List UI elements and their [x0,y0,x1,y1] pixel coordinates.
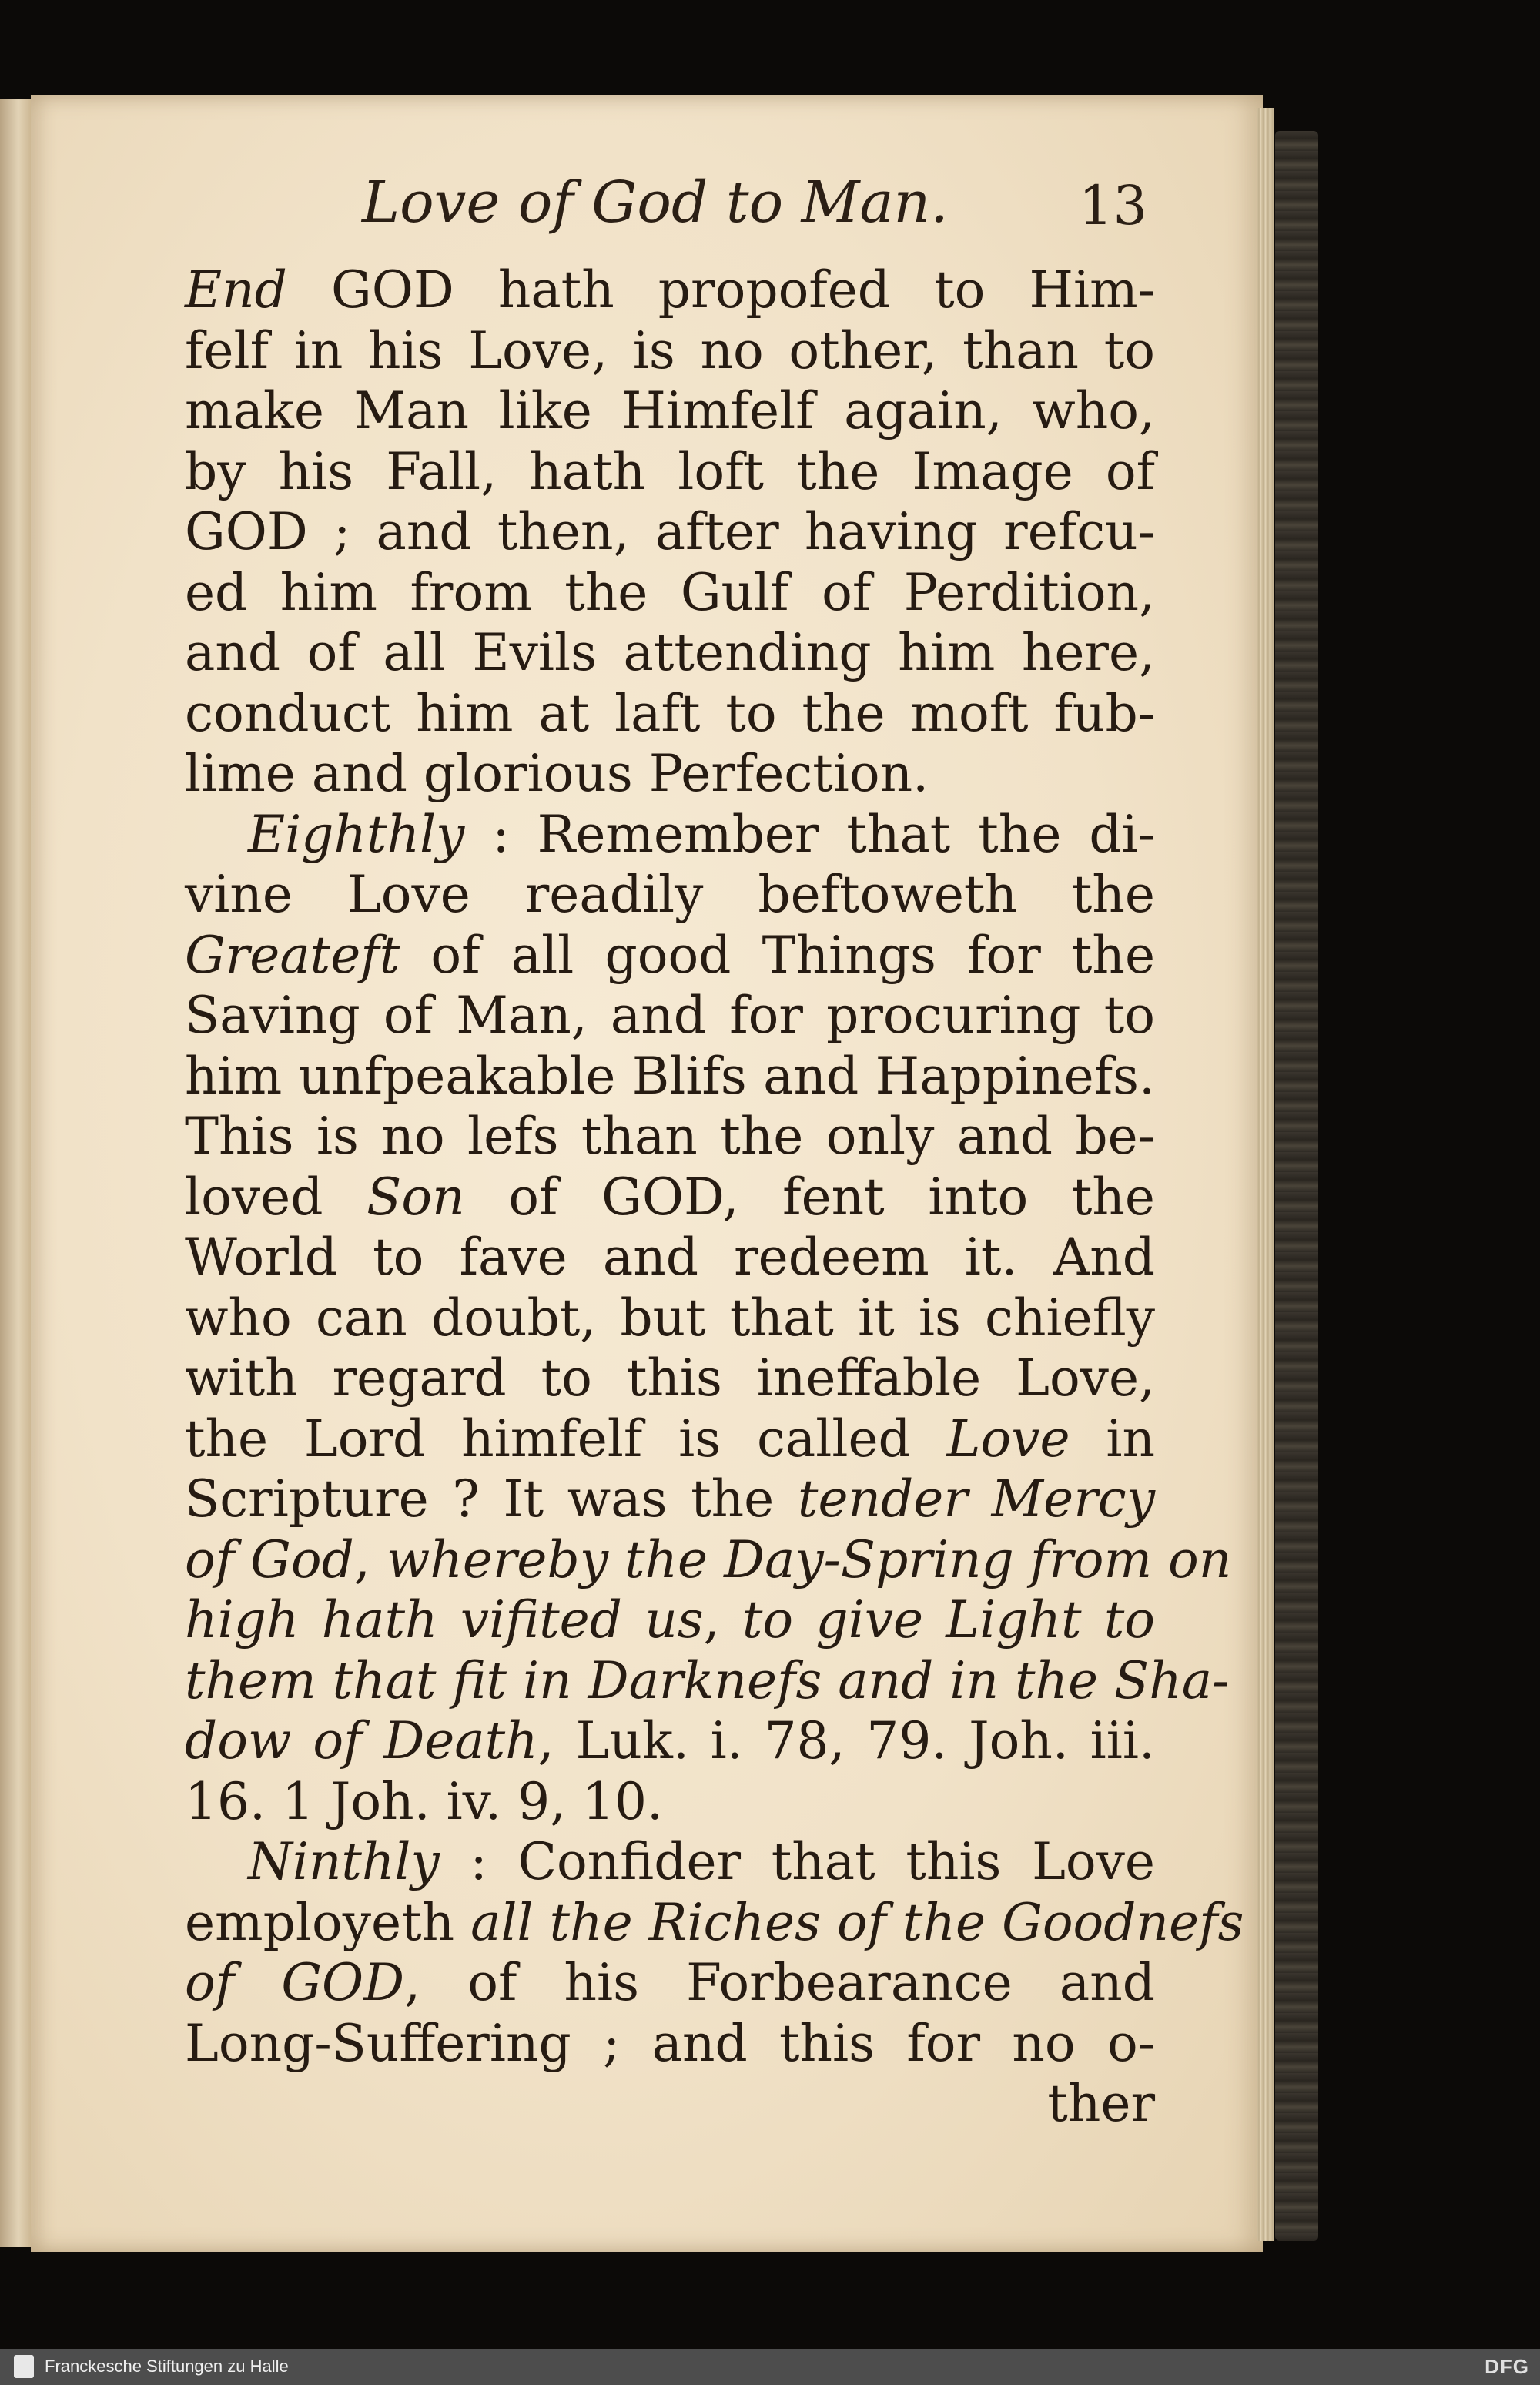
text-line: loved Son of GOD, fent into the [185,1167,1155,1227]
book-cover-spine [1275,131,1318,2241]
text-line: him unfpeakable Blifs and Happinefs. [185,1046,1155,1106]
institution-label: Franckesche Stiftungen zu Halle [45,2357,289,2376]
text-line: them that fit in Darknefs and in the Sha- [185,1650,1230,1710]
text-line: dow of Death, Luk. i. 78, 79. Joh. iii. [185,1711,1155,1770]
left-page-edge [0,99,31,2247]
text-line: of GOD, of his Forbearance and [185,1953,1155,2012]
text-line: End GOD hath propofed to Him- [185,260,1155,320]
text-line: of God, whereby the Day-Spring from on [185,1529,1232,1589]
running-head: Love of God to Man. [362,169,949,236]
text-line: Saving of Man, and for procuring to [185,986,1155,1045]
text-line: with regard to this ineffable Love, [185,1348,1155,1408]
text-line: make Man like Himfelf again, who, [185,381,1155,440]
text-line: Scripture ? It was the tender Mercy [185,1469,1155,1529]
text-line: Ninthly : Confider that this Love [248,1832,1155,1891]
text-line: and of all Evils attending him here, [185,623,1155,682]
text-line: World to fave and redeem it. And [185,1228,1155,1287]
text-line: ed him from the Gulf of Perdition, [185,562,1155,622]
text-line: conduct him at laft to the moft fub- [185,683,1155,743]
institution-logo-icon [14,2355,34,2378]
text-line: Long-Suffering ; and this for no o- [185,2013,1155,2073]
text-line: This is no lefs than the only and be- [185,1107,1155,1166]
catchword: ther [1047,2074,1155,2133]
text-line: who can doubt, but that it is chiefly [185,1288,1155,1348]
text-line: Eighthly : Remember that the di- [248,804,1155,864]
text-line: lime and glorious Perfection. [185,744,929,803]
text-line: GOD ; and then, after having refcu- [185,502,1155,561]
text-line: high hath vifited us, to give Light to [185,1590,1155,1650]
viewer-footer [0,2349,1540,2385]
page-header [185,169,1147,254]
text-line: 16. 1 Joh. iv. 9, 10. [185,1771,664,1831]
text-line: the Lord himfelf is called Love in [185,1409,1155,1469]
text-line: vine Love readily beftoweth the [185,865,1155,924]
page-number: 13 [1078,174,1147,237]
page-edges [1257,108,1274,2241]
text-line: by his Fall, hath loft the Image of [185,441,1155,501]
text-line: felf in his Love, is no other, than to [185,320,1155,380]
text-line: employeth all the Riches of the Goodnefs [185,1892,1244,1952]
text-line: Greateft of all good Things for the [185,925,1155,985]
dfg-badge: DFG [1485,2355,1529,2378]
body-text [185,260,1244,2135]
